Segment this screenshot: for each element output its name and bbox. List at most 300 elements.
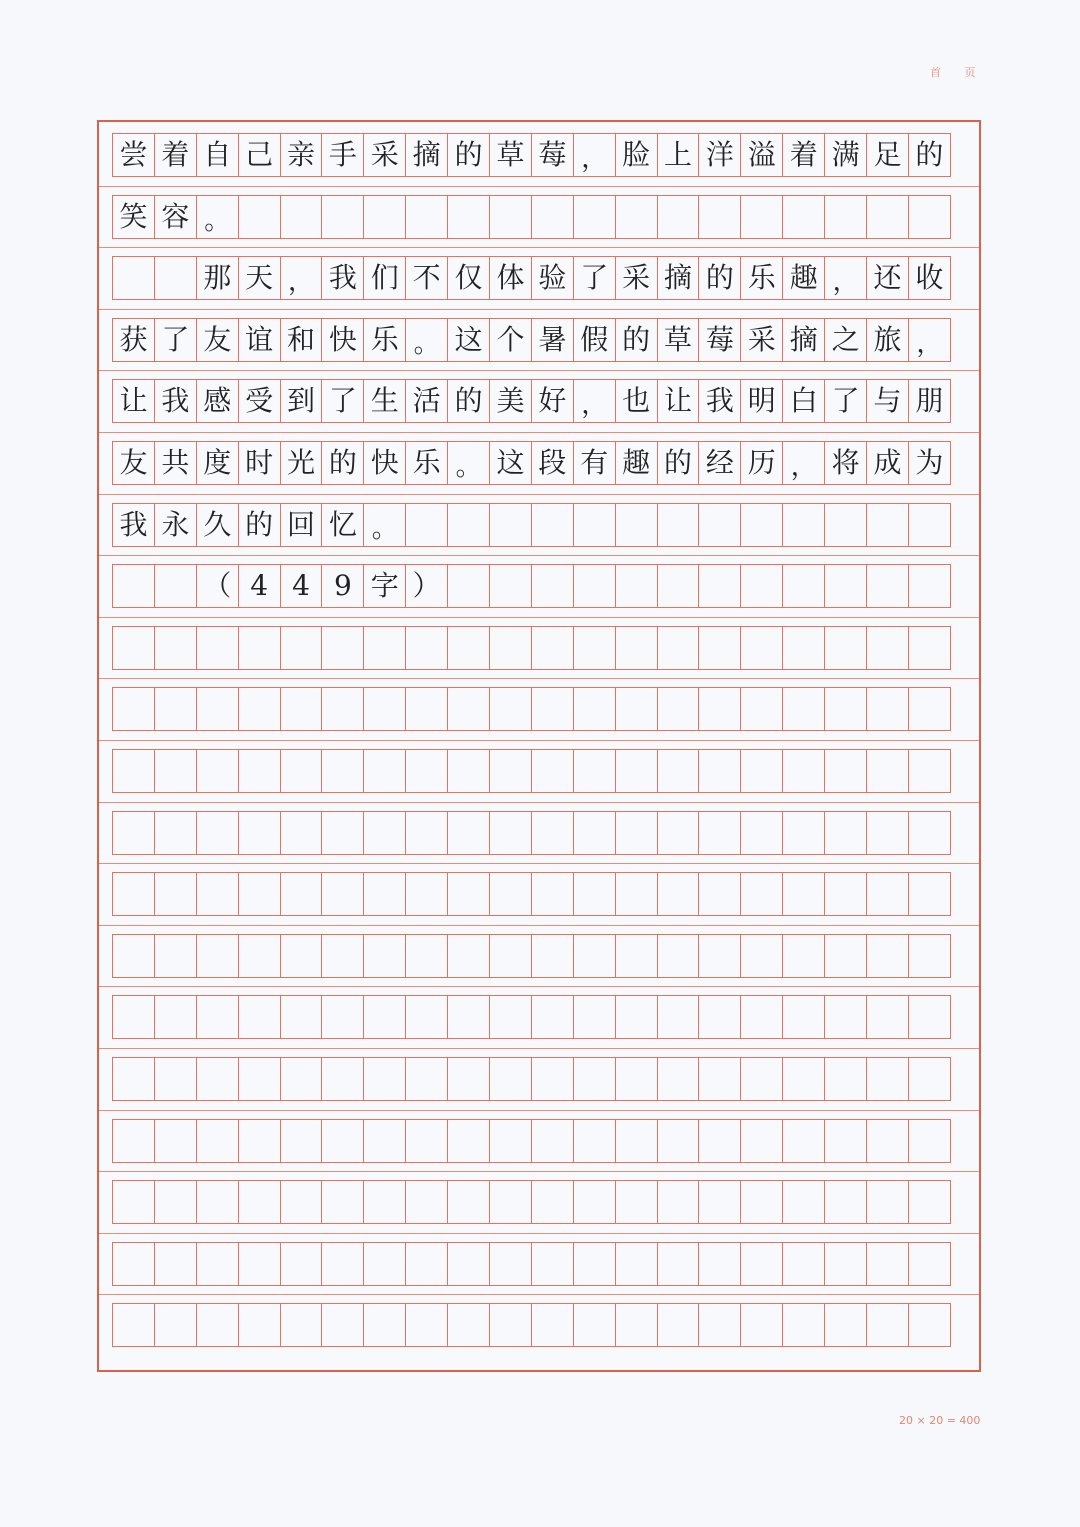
grid-cell bbox=[615, 687, 658, 731]
grid-cell bbox=[280, 626, 323, 670]
grid-cell bbox=[321, 687, 364, 731]
grid-cell: 感 bbox=[196, 379, 239, 423]
grid-cell bbox=[531, 1180, 574, 1224]
row-separator bbox=[99, 1048, 979, 1049]
grid-cell bbox=[112, 687, 155, 731]
grid-cell bbox=[615, 1180, 658, 1224]
grid-cell bbox=[154, 1180, 197, 1224]
grid-cell bbox=[112, 1303, 155, 1347]
grid-cell bbox=[866, 1119, 909, 1163]
grid-cell bbox=[489, 1303, 532, 1347]
grid-cell bbox=[573, 934, 616, 978]
grid-cell bbox=[405, 811, 448, 855]
grid-cell: 光 bbox=[280, 441, 323, 485]
grid-row bbox=[112, 503, 970, 547]
grid-cell bbox=[489, 564, 532, 608]
grid-cell bbox=[280, 1119, 323, 1163]
grid-cell bbox=[280, 1242, 323, 1286]
grid-cell: 草 bbox=[657, 318, 700, 362]
grid-cell bbox=[447, 1119, 490, 1163]
grid-cell bbox=[363, 195, 406, 239]
grid-cell: 暑 bbox=[531, 318, 574, 362]
grid-cell bbox=[447, 1180, 490, 1224]
manuscript-grid-sheet bbox=[97, 120, 981, 1372]
grid-cell bbox=[740, 687, 783, 731]
grid-cell: 4 bbox=[280, 564, 323, 608]
grid-cell bbox=[363, 1242, 406, 1286]
grid-cell: 我 bbox=[321, 256, 364, 300]
grid-cell: 验 bbox=[531, 256, 574, 300]
row-separator bbox=[99, 678, 979, 679]
grid-cell bbox=[573, 872, 616, 916]
grid-cell bbox=[573, 1303, 616, 1347]
grid-cell: 我 bbox=[154, 379, 197, 423]
grid-cell bbox=[405, 626, 448, 670]
grid-cell bbox=[280, 1180, 323, 1224]
grid-cell: 的 bbox=[447, 379, 490, 423]
row-separator bbox=[99, 432, 979, 433]
grid-cell bbox=[154, 687, 197, 731]
grid-cell: 体 bbox=[489, 256, 532, 300]
row-separator bbox=[99, 186, 979, 187]
grid-cell: 让 bbox=[657, 379, 700, 423]
grid-cell bbox=[238, 995, 281, 1039]
grid-cell bbox=[447, 872, 490, 916]
grid-cell: ， bbox=[782, 441, 825, 485]
grid-cell bbox=[908, 503, 951, 547]
grid-cell: ， bbox=[908, 318, 951, 362]
grid-cell bbox=[280, 1303, 323, 1347]
grid-cell: 。 bbox=[363, 503, 406, 547]
grid-cell: 让 bbox=[112, 379, 155, 423]
grid-row bbox=[112, 687, 970, 731]
grid-cell bbox=[196, 934, 239, 978]
grid-cell: 与 bbox=[866, 379, 909, 423]
grid-cell bbox=[447, 564, 490, 608]
grid-cell: 趣 bbox=[615, 441, 658, 485]
row-separator bbox=[99, 370, 979, 371]
grid-cell: 。 bbox=[447, 441, 490, 485]
grid-cell bbox=[782, 811, 825, 855]
grid-cell bbox=[866, 1303, 909, 1347]
grid-row bbox=[112, 441, 970, 485]
grid-cell bbox=[698, 1057, 741, 1101]
grid-cell bbox=[112, 749, 155, 793]
grid-cell bbox=[196, 626, 239, 670]
grid-cell: （ bbox=[196, 564, 239, 608]
grid-cell bbox=[824, 687, 867, 731]
grid-cell bbox=[196, 811, 239, 855]
grid-cell bbox=[489, 811, 532, 855]
grid-cell: 友 bbox=[112, 441, 155, 485]
grid-cell bbox=[908, 564, 951, 608]
grid-cell bbox=[740, 564, 783, 608]
grid-cell bbox=[321, 1057, 364, 1101]
grid-cell bbox=[740, 811, 783, 855]
grid-cell bbox=[698, 687, 741, 731]
grid-cell bbox=[782, 995, 825, 1039]
grid-cell: 也 bbox=[615, 379, 658, 423]
grid-cell: 度 bbox=[196, 441, 239, 485]
grid-cell bbox=[908, 1303, 951, 1347]
grid-cell bbox=[321, 872, 364, 916]
grid-cell bbox=[154, 811, 197, 855]
grid-cell: 将 bbox=[824, 441, 867, 485]
grid-row bbox=[112, 811, 970, 855]
grid-cell bbox=[112, 1180, 155, 1224]
grid-cell: 生 bbox=[363, 379, 406, 423]
grid-cell bbox=[531, 995, 574, 1039]
grid-cell: 的 bbox=[698, 256, 741, 300]
grid-cell bbox=[280, 749, 323, 793]
grid-cell: 受 bbox=[238, 379, 281, 423]
row-separator bbox=[99, 617, 979, 618]
grid-cell: 朋 bbox=[908, 379, 951, 423]
row-separator bbox=[99, 863, 979, 864]
grid-cell bbox=[112, 564, 155, 608]
grid-cell bbox=[196, 1119, 239, 1163]
grid-cell: 之 bbox=[824, 318, 867, 362]
grid-size-mark: 20 × 20 = 400 bbox=[899, 1414, 981, 1427]
grid-row bbox=[112, 1057, 970, 1101]
grid-cell bbox=[531, 687, 574, 731]
row-separator bbox=[99, 740, 979, 741]
grid-cell bbox=[154, 626, 197, 670]
grid-cell bbox=[657, 872, 700, 916]
grid-cell bbox=[363, 749, 406, 793]
grid-cell: 的 bbox=[321, 441, 364, 485]
grid-cell bbox=[238, 1057, 281, 1101]
grid-cell bbox=[238, 1119, 281, 1163]
grid-cell bbox=[615, 872, 658, 916]
grid-cell bbox=[405, 503, 448, 547]
grid-cell bbox=[657, 564, 700, 608]
row-separator bbox=[99, 309, 979, 310]
grid-cell: 的 bbox=[657, 441, 700, 485]
grid-cell bbox=[657, 995, 700, 1039]
grid-cell: 个 bbox=[489, 318, 532, 362]
grid-cell bbox=[489, 749, 532, 793]
row-separator bbox=[99, 1233, 979, 1234]
grid-cell bbox=[112, 1119, 155, 1163]
grid-cell: 脸 bbox=[615, 133, 658, 177]
grid-cell bbox=[698, 1180, 741, 1224]
grid-cell bbox=[196, 1180, 239, 1224]
row-separator bbox=[99, 494, 979, 495]
row-separator bbox=[99, 247, 979, 248]
grid-cell: 了 bbox=[573, 256, 616, 300]
grid-cell: 了 bbox=[154, 318, 197, 362]
grid-cell: 活 bbox=[405, 379, 448, 423]
grid-cell: 假 bbox=[573, 318, 616, 362]
grid-cell bbox=[824, 564, 867, 608]
grid-cell bbox=[154, 1242, 197, 1286]
grid-cell: 4 bbox=[238, 564, 281, 608]
grid-cell bbox=[615, 503, 658, 547]
grid-cell: 久 bbox=[196, 503, 239, 547]
grid-row bbox=[112, 995, 970, 1039]
grid-cell bbox=[238, 872, 281, 916]
grid-cell bbox=[531, 1057, 574, 1101]
grid-cell: ， bbox=[573, 133, 616, 177]
grid-cell: 那 bbox=[196, 256, 239, 300]
grid-cell bbox=[112, 872, 155, 916]
grid-cell bbox=[154, 1057, 197, 1101]
grid-row bbox=[112, 379, 970, 423]
grid-cell: 满 bbox=[824, 133, 867, 177]
grid-cell bbox=[447, 995, 490, 1039]
grid-cell: 着 bbox=[154, 133, 197, 177]
grid-cell bbox=[740, 1057, 783, 1101]
grid-cell: 忆 bbox=[321, 503, 364, 547]
grid-cell: 乐 bbox=[405, 441, 448, 485]
grid-cell: 获 bbox=[112, 318, 155, 362]
grid-cell bbox=[782, 626, 825, 670]
grid-cell bbox=[405, 995, 448, 1039]
grid-row bbox=[112, 1180, 970, 1224]
grid-cell: 共 bbox=[154, 441, 197, 485]
grid-cell bbox=[321, 749, 364, 793]
grid-cell bbox=[405, 1180, 448, 1224]
grid-cell bbox=[447, 749, 490, 793]
grid-cell bbox=[824, 626, 867, 670]
grid-cell bbox=[908, 934, 951, 978]
grid-cell bbox=[238, 1242, 281, 1286]
grid-cell bbox=[657, 1303, 700, 1347]
grid-cell: 还 bbox=[866, 256, 909, 300]
grid-cell bbox=[740, 1180, 783, 1224]
grid-cell bbox=[908, 1242, 951, 1286]
grid-cell: 9 bbox=[321, 564, 364, 608]
grid-cell bbox=[447, 1303, 490, 1347]
grid-cell: 洋 bbox=[698, 133, 741, 177]
grid-cell bbox=[112, 1057, 155, 1101]
grid-cell: 自 bbox=[196, 133, 239, 177]
grid-cell: ） bbox=[405, 564, 448, 608]
grid-cell bbox=[740, 626, 783, 670]
grid-cell bbox=[908, 872, 951, 916]
grid-cell bbox=[489, 687, 532, 731]
grid-cell bbox=[531, 503, 574, 547]
grid-cell bbox=[405, 1303, 448, 1347]
grid-cell bbox=[782, 1057, 825, 1101]
grid-cell: 足 bbox=[866, 133, 909, 177]
grid-cell bbox=[824, 934, 867, 978]
grid-cell bbox=[447, 1242, 490, 1286]
grid-cell bbox=[363, 1180, 406, 1224]
grid-cell bbox=[740, 503, 783, 547]
grid-cell bbox=[824, 1119, 867, 1163]
grid-cell bbox=[782, 195, 825, 239]
grid-cell bbox=[740, 749, 783, 793]
grid-cell: 永 bbox=[154, 503, 197, 547]
grid-row bbox=[112, 872, 970, 916]
grid-cell: 的 bbox=[615, 318, 658, 362]
grid-cell: 有 bbox=[573, 441, 616, 485]
grid-cell bbox=[573, 749, 616, 793]
grid-cell bbox=[363, 1119, 406, 1163]
grid-cell: 和 bbox=[280, 318, 323, 362]
grid-cell bbox=[489, 195, 532, 239]
grid-cell bbox=[447, 811, 490, 855]
grid-cell bbox=[698, 195, 741, 239]
grid-cell bbox=[615, 1303, 658, 1347]
grid-cell bbox=[824, 1057, 867, 1101]
grid-cell bbox=[405, 687, 448, 731]
grid-cell bbox=[573, 1180, 616, 1224]
grid-cell: 乐 bbox=[363, 318, 406, 362]
grid-cell: 溢 bbox=[740, 133, 783, 177]
grid-cell bbox=[363, 1303, 406, 1347]
grid-cell bbox=[615, 934, 658, 978]
grid-cell: 采 bbox=[363, 133, 406, 177]
grid-cell bbox=[908, 749, 951, 793]
grid-cell bbox=[698, 995, 741, 1039]
grid-cell bbox=[154, 256, 197, 300]
header-mark: 首 页 bbox=[930, 66, 986, 79]
grid-cell bbox=[573, 995, 616, 1039]
grid-cell bbox=[698, 626, 741, 670]
grid-cell bbox=[824, 195, 867, 239]
grid-cell bbox=[321, 934, 364, 978]
grid-cell bbox=[573, 687, 616, 731]
grid-cell bbox=[112, 811, 155, 855]
grid-cell bbox=[363, 995, 406, 1039]
grid-cell bbox=[866, 1242, 909, 1286]
grid-cell: 的 bbox=[238, 503, 281, 547]
grid-cell bbox=[657, 1242, 700, 1286]
grid-cell: 己 bbox=[238, 133, 281, 177]
grid-cell: 摘 bbox=[782, 318, 825, 362]
grid-cell bbox=[238, 934, 281, 978]
row-separator bbox=[99, 802, 979, 803]
grid-cell bbox=[657, 749, 700, 793]
grid-cell: 到 bbox=[280, 379, 323, 423]
grid-cell bbox=[363, 687, 406, 731]
grid-cell bbox=[531, 811, 574, 855]
grid-cell: 着 bbox=[782, 133, 825, 177]
grid-cell bbox=[321, 995, 364, 1039]
grid-cell bbox=[321, 1303, 364, 1347]
grid-cell: 旅 bbox=[866, 318, 909, 362]
grid-row bbox=[112, 1242, 970, 1286]
grid-cell bbox=[405, 934, 448, 978]
grid-cell bbox=[405, 1242, 448, 1286]
grid-cell: 了 bbox=[824, 379, 867, 423]
grid-cell bbox=[321, 811, 364, 855]
grid-cell bbox=[154, 1303, 197, 1347]
grid-cell bbox=[196, 749, 239, 793]
grid-cell bbox=[405, 1119, 448, 1163]
grid-cell: 莓 bbox=[531, 133, 574, 177]
grid-cell: 好 bbox=[531, 379, 574, 423]
grid-cell bbox=[447, 687, 490, 731]
grid-cell bbox=[782, 1242, 825, 1286]
grid-cell: 手 bbox=[321, 133, 364, 177]
grid-cell bbox=[866, 1180, 909, 1224]
grid-cell bbox=[531, 1242, 574, 1286]
grid-cell bbox=[698, 811, 741, 855]
grid-row bbox=[112, 1119, 970, 1163]
grid-cell bbox=[280, 872, 323, 916]
grid-cell bbox=[573, 564, 616, 608]
grid-row bbox=[112, 256, 970, 300]
grid-cell bbox=[740, 934, 783, 978]
grid-cell bbox=[824, 1180, 867, 1224]
grid-cell bbox=[489, 1057, 532, 1101]
grid-cell bbox=[615, 995, 658, 1039]
grid-cell bbox=[908, 195, 951, 239]
grid-cell bbox=[447, 626, 490, 670]
grid-cell: 历 bbox=[740, 441, 783, 485]
grid-cell bbox=[112, 1242, 155, 1286]
grid-cell bbox=[112, 256, 155, 300]
grid-cell bbox=[112, 626, 155, 670]
grid-cell bbox=[363, 626, 406, 670]
grid-cell bbox=[489, 626, 532, 670]
row-separator bbox=[99, 555, 979, 556]
grid-cell: 的 bbox=[908, 133, 951, 177]
grid-cell bbox=[447, 503, 490, 547]
grid-cell bbox=[824, 749, 867, 793]
grid-cell: 时 bbox=[238, 441, 281, 485]
grid-cell bbox=[280, 687, 323, 731]
grid-cell bbox=[489, 1242, 532, 1286]
grid-cell bbox=[531, 626, 574, 670]
grid-cell bbox=[866, 872, 909, 916]
grid-cell bbox=[489, 1119, 532, 1163]
grid-cell bbox=[657, 1180, 700, 1224]
grid-cell bbox=[657, 626, 700, 670]
grid-cell bbox=[698, 1119, 741, 1163]
grid-cell bbox=[573, 1242, 616, 1286]
grid-cell bbox=[573, 1119, 616, 1163]
grid-cell bbox=[280, 1057, 323, 1101]
grid-cell bbox=[321, 195, 364, 239]
grid-cell bbox=[531, 1303, 574, 1347]
grid-cell bbox=[363, 934, 406, 978]
grid-cell bbox=[740, 995, 783, 1039]
grid-cell: 成 bbox=[866, 441, 909, 485]
row-separator bbox=[99, 1294, 979, 1295]
grid-cell bbox=[824, 1242, 867, 1286]
grid-cell bbox=[280, 934, 323, 978]
grid-cell bbox=[531, 195, 574, 239]
grid-cell bbox=[154, 934, 197, 978]
grid-cell bbox=[238, 1303, 281, 1347]
grid-cell bbox=[866, 1057, 909, 1101]
grid-cell bbox=[405, 1057, 448, 1101]
grid-cell bbox=[196, 687, 239, 731]
grid-cell bbox=[615, 195, 658, 239]
grid-cell bbox=[782, 872, 825, 916]
grid-cell bbox=[238, 749, 281, 793]
grid-cell bbox=[280, 995, 323, 1039]
grid-cell bbox=[866, 687, 909, 731]
grid-cell bbox=[698, 1242, 741, 1286]
row-separator bbox=[99, 1171, 979, 1172]
grid-cell bbox=[824, 872, 867, 916]
grid-cell: 回 bbox=[280, 503, 323, 547]
grid-cell bbox=[154, 564, 197, 608]
grid-cell bbox=[196, 872, 239, 916]
grid-cell bbox=[740, 195, 783, 239]
grid-cell bbox=[824, 1303, 867, 1347]
grid-cell bbox=[615, 626, 658, 670]
grid-cell: 收 bbox=[908, 256, 951, 300]
grid-cell: 谊 bbox=[238, 318, 281, 362]
grid-cell: 白 bbox=[782, 379, 825, 423]
